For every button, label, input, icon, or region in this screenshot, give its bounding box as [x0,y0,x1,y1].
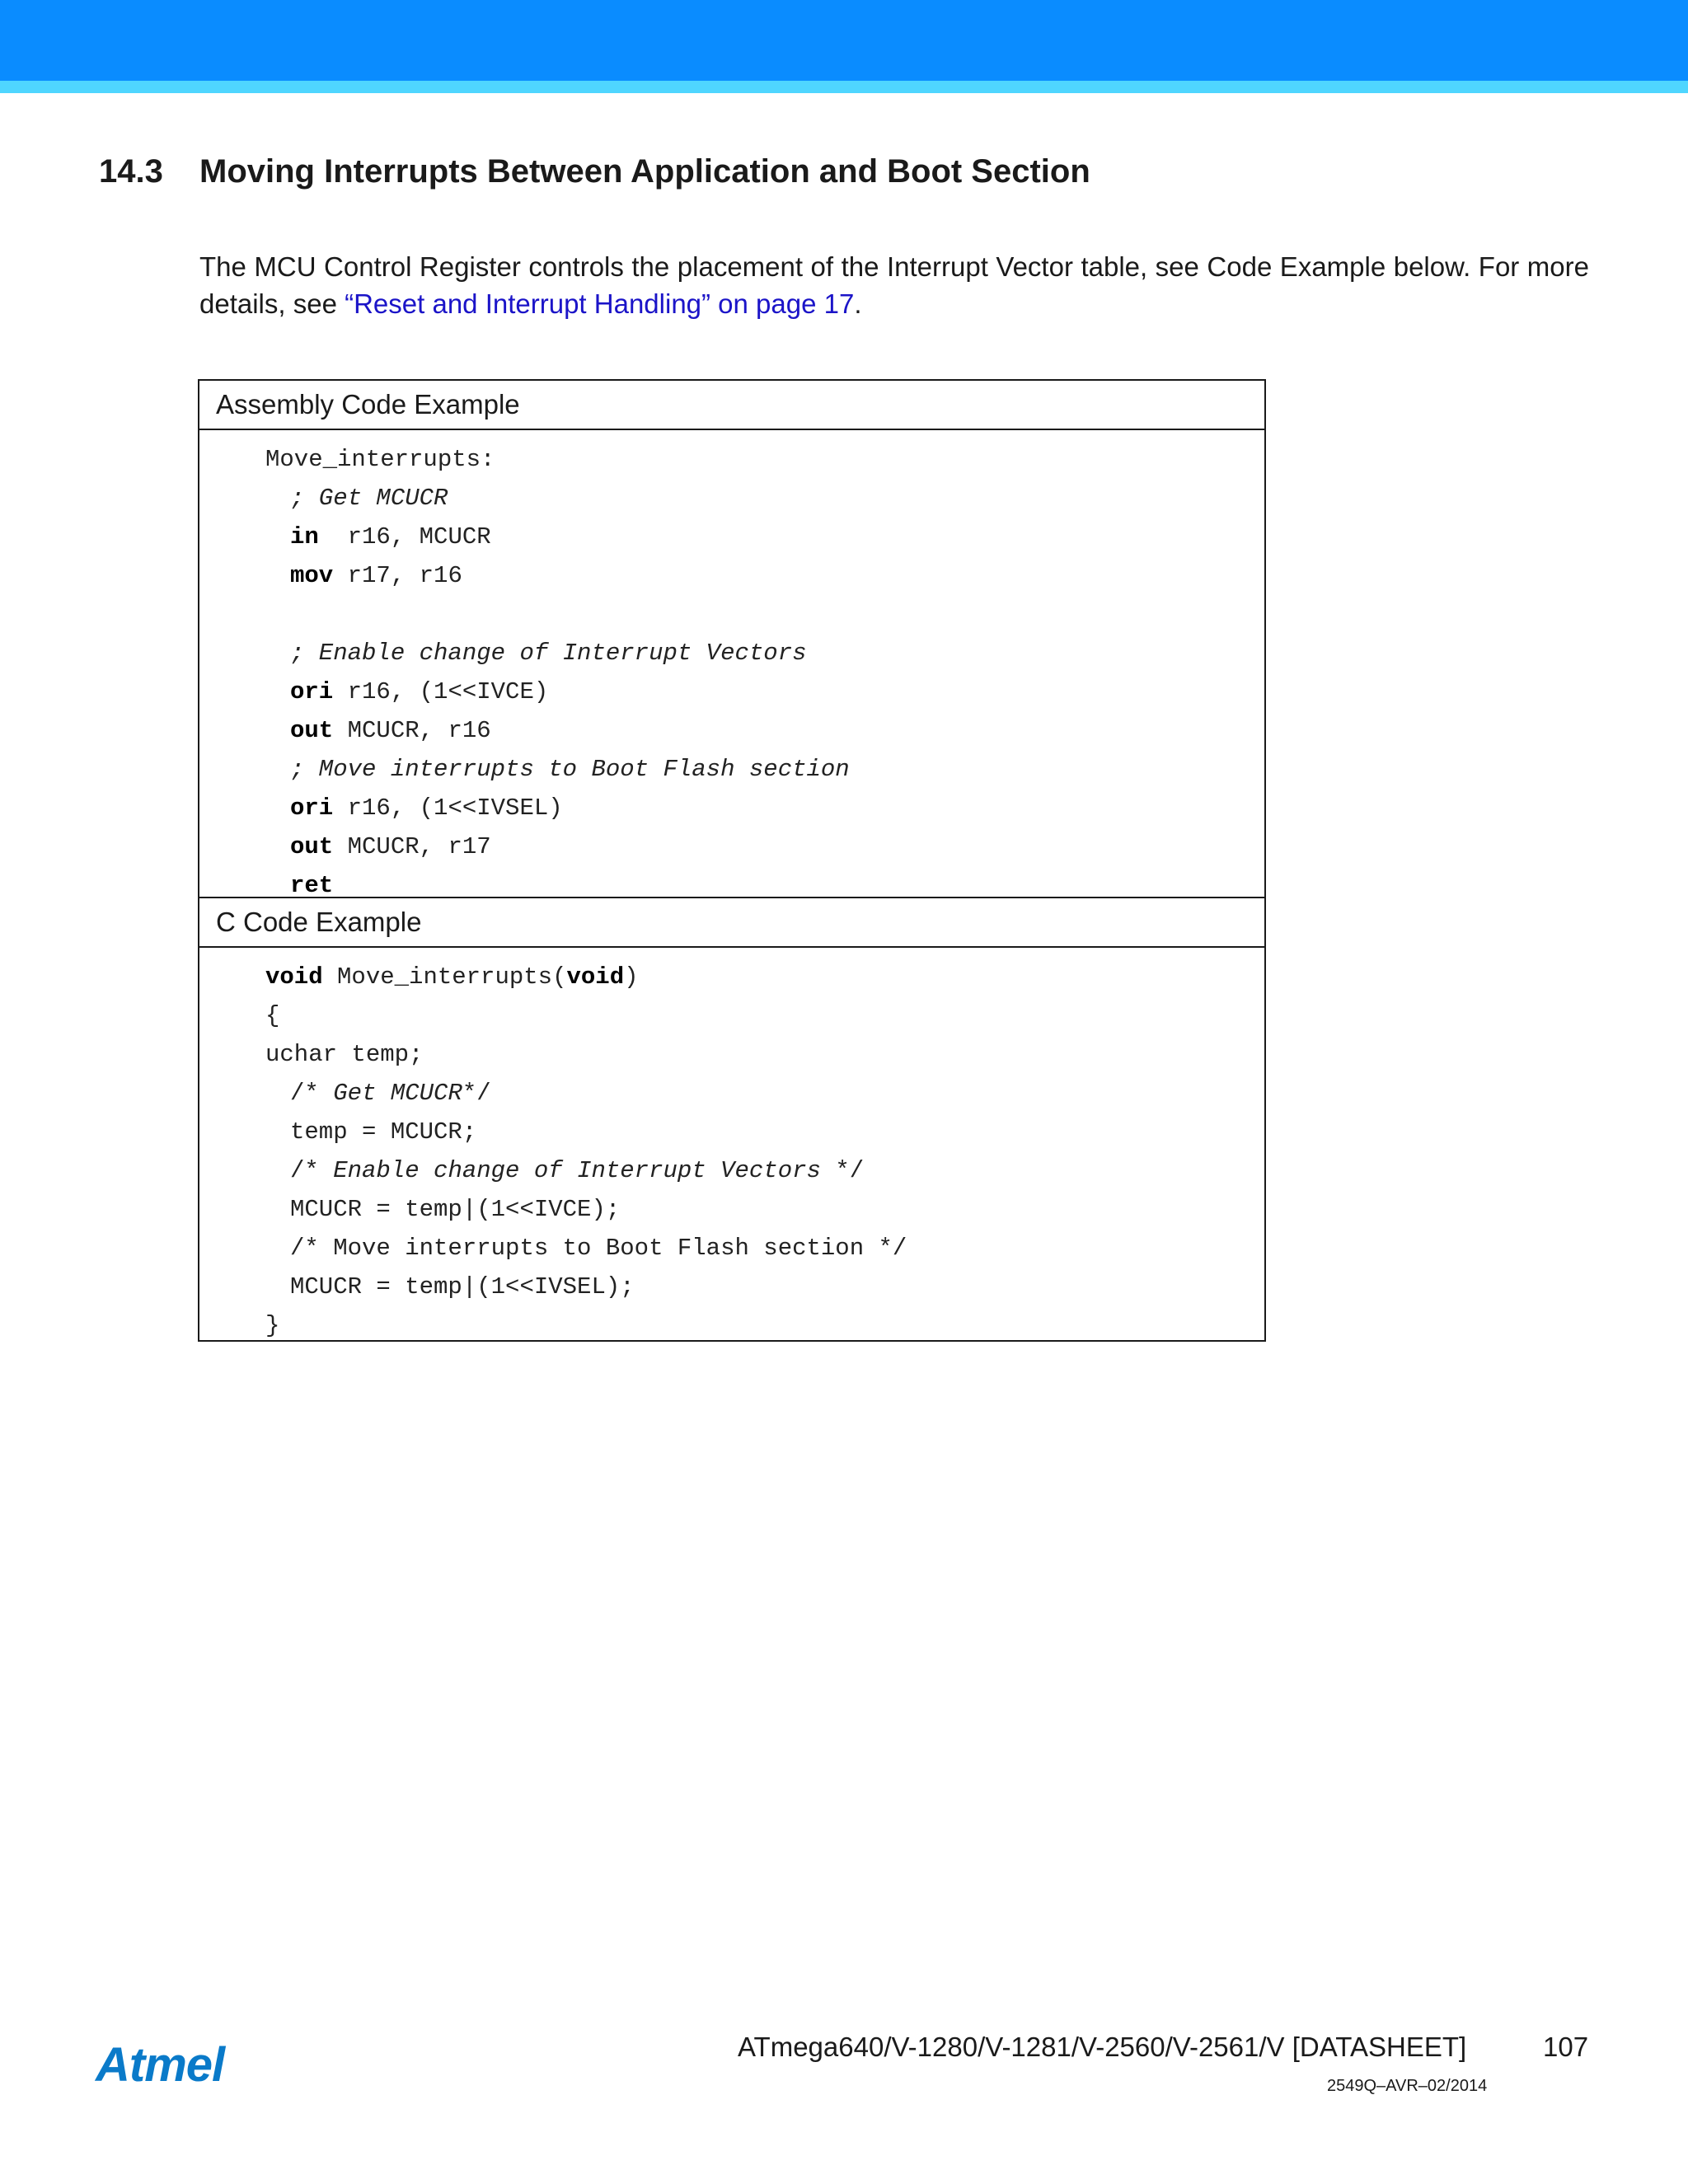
code-line: mov r17, r16 [290,562,462,589]
code-line: uchar temp; [265,1041,424,1068]
intro-paragraph [199,248,1589,322]
assembly-header: Assembly Code Example [199,381,1264,430]
header-stripe [0,81,1688,93]
code-line: in r16, MCUCR [290,523,491,551]
code-example-table [198,379,1266,1342]
code-line: ; Move interrupts to Boot Flash section [290,756,850,783]
footer-doc-title: ATmega640/V-1280/V-1281/V-2560/V-2561/V [DATASHEET] [738,2032,1467,2062]
assembly-code-block [199,430,1264,898]
code-line: ; Get MCUCR [290,485,448,512]
reset-interrupt-link[interactable]: “Reset and Interrupt Handling” on page 17 [345,288,855,319]
code-line: out MCUCR, r16 [290,717,491,744]
atmel-logo: Atmel [96,2038,225,2092]
intro-text: The MCU Control Register controls the placement of the Interrupt Vector table, see Code Example below. For more details, see [199,251,1589,319]
page-number: 107 [1543,2032,1589,2062]
code-line: /* Get MCUCR*/ [290,1080,491,1107]
code-line: MCUCR = temp|(1<<IVCE); [290,1196,621,1223]
code-line: ori r16, (1<<IVSEL) [290,794,563,822]
section-number: 14.3 [99,153,163,190]
code-line: out MCUCR, r17 [290,833,491,860]
code-line [265,595,1264,634]
c-code-header: C Code Example [199,898,1264,948]
code-line: { [265,1002,280,1029]
doc-revision-code: 2549Q–AVR–02/2014 [1327,2077,1488,2095]
code-line: void Move_interrupts(void) [265,963,639,991]
header-band [0,0,1688,81]
section-heading [99,153,1090,190]
section-title: Moving Interrupts Between Application and Boot Section [199,153,1090,190]
code-line: ori r16, (1<<IVCE) [290,678,549,705]
code-line: Move_interrupts: [265,446,495,473]
code-line: ret [290,872,334,899]
c-code-block [199,948,1264,1340]
code-line: /* Enable change of Interrupt Vectors */ [290,1157,865,1184]
code-line: } [265,1312,280,1339]
intro-text-end: . [854,288,862,319]
code-line: MCUCR = temp|(1<<IVSEL); [290,1273,635,1301]
code-line: temp = MCUCR; [290,1118,477,1146]
code-line: /* Move interrupts to Boot Flash section */ [290,1235,907,1262]
code-line: ; Enable change of Interrupt Vectors [290,640,807,667]
